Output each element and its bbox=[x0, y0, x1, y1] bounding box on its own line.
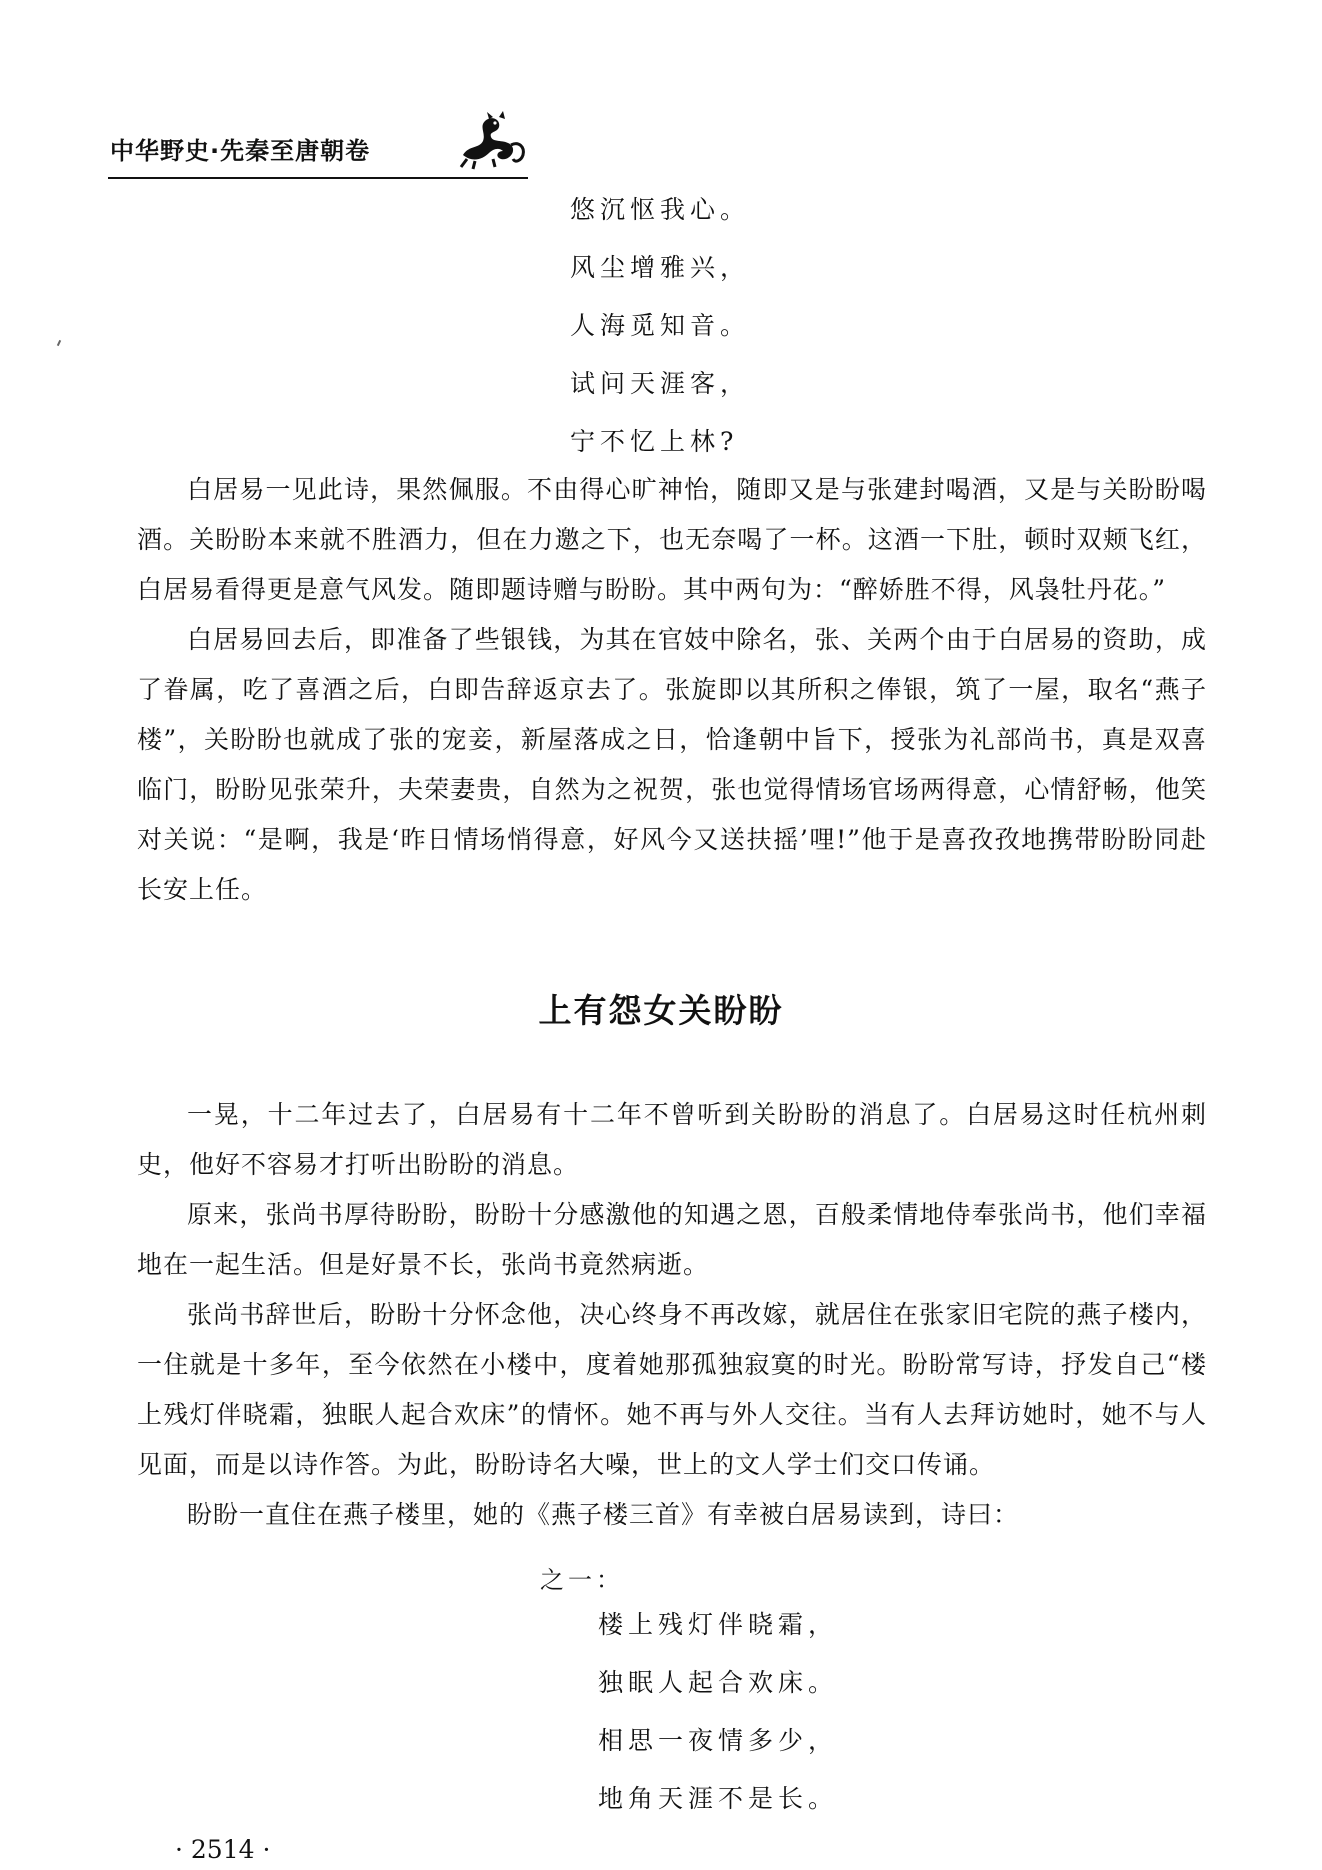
paragraph: 原来，张尚书厚待盼盼，盼盼十分感激他的知遇之恩，百般柔情地侍奉张尚书，他们幸福地在一起生活。但是好景不长，张尚书竟然病逝。 bbox=[137, 1200, 1207, 1279]
dragon-emblem-icon bbox=[453, 109, 531, 173]
paragraph: 白居易回去后，即准备了些银钱，为其在官妓中除名，张、关两个由于白居易的资助，成了眷属，吃了喜酒之后，白即告辞返京去了。张旋即以其所积之俸银，筑了一屋，取名“燕子楼”，关盼盼也就成了张的宠妾，新屋落成之日，恰逢朝中旨下，授张为礼部尚书，真是双喜临门，盼盼见张荣升，夫荣妻贵，自然为之祝贺，张也觉得情场官场两得意，心情舒畅，他笑对关说：“是啊，我是‘昨日情场悄得意，好风今又送扶摇’哩!”他于是喜孜孜地携带盼盼同赴长安上任。 bbox=[137, 625, 1207, 904]
paragraph: 盼盼一直住在燕子楼里，她的《燕子楼三首》有幸被白居易读到，诗曰： bbox=[187, 1500, 1020, 1529]
header-rule bbox=[108, 177, 528, 179]
paragraph: 白居易一见此诗，果然佩服。不由得心旷神怡，随即又是与张建封喝酒，又是与关盼盼喝酒。关盼盼本来就不胜酒力，但在力邀之下，也无奈喝了一杯。这酒一下肚，顿时双颊飞红，白居易看得更是意气风发。随即题诗赠与盼盼。其中两句为：“醉娇胜不得，风袅牡丹花。” bbox=[137, 475, 1207, 604]
paragraph: 一晃，十二年过去了，白居易有十二年不曾听到关盼盼的消息了。白居易这时任杭州刺史，他好不容易才打听出盼盼的消息。 bbox=[137, 1100, 1207, 1179]
poem-line: 相思一夜情多少， bbox=[598, 1726, 839, 1755]
poem-line: 地角天涯不是长。 bbox=[598, 1784, 839, 1813]
verse-line: 风尘增雅兴， bbox=[570, 253, 751, 282]
body-text-bottom bbox=[137, 1090, 1207, 1540]
book-title: 中华野史·先秦至唐朝卷 bbox=[110, 137, 371, 165]
verse-line: 悠沉怄我心。 bbox=[570, 195, 751, 224]
body-text-top bbox=[137, 465, 1207, 915]
poem-verse bbox=[598, 1596, 838, 1828]
verse-top bbox=[570, 181, 750, 471]
poem-label: 之一： bbox=[540, 1566, 624, 1594]
verse-line: 试问天涯客， bbox=[570, 369, 751, 398]
page-number: · 2514 · bbox=[175, 1835, 271, 1864]
verse-line: 宁不忆上林? bbox=[570, 427, 739, 456]
section-title: 上有怨女关盼盼 bbox=[538, 991, 784, 1030]
paragraph: 张尚书辞世后，盼盼十分怀念他，决心终身不再改嫁，就居住在张家旧宅院的燕子楼内，一住就是十多年，至今依然在小楼中，度着她那孤独寂寞的时光。盼盼常写诗，抒发自己“楼上残灯伴晓霜，独眠人起合欢床”的情怀。她不再与外人交往。当有人去拜访她时，她不与人见面，而是以诗作答。为此，盼盼诗名大噪，世上的文人学士们交口传诵。 bbox=[137, 1300, 1207, 1479]
running-header bbox=[108, 105, 528, 181]
poem-line: 楼上残灯伴晓霜， bbox=[598, 1610, 839, 1639]
poem-line: 独眠人起合欢床。 bbox=[598, 1668, 839, 1697]
scan-speck bbox=[57, 340, 61, 346]
verse-line: 人海觅知音。 bbox=[570, 311, 751, 340]
